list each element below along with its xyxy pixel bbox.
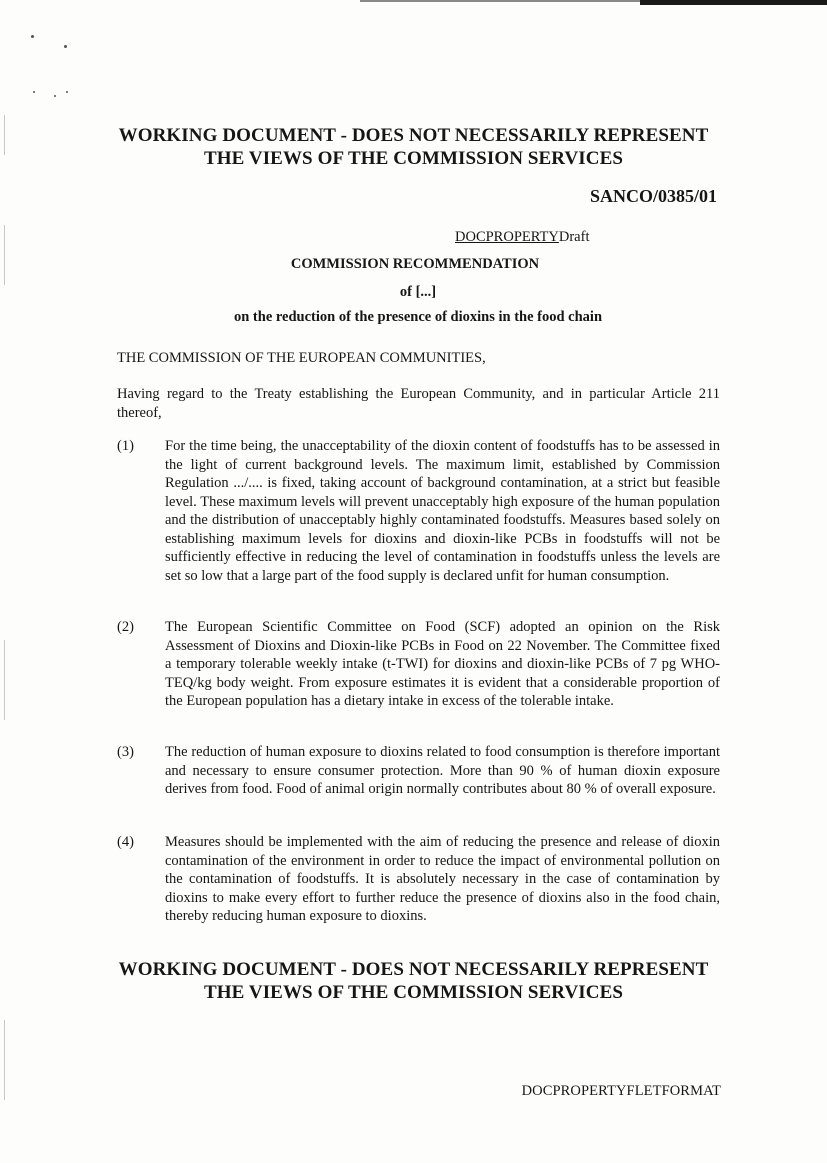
docproperty-field: DOCPROPERTY bbox=[455, 229, 559, 245]
recital-text: The reduction of human exposure to dioxins related to food consumption is therefore important and necessary to ensure consumer protection. More than 90 % of human dioxin exposure derives from food. Food of animal origin normally contributes about 80 % of overall exposure. bbox=[165, 744, 720, 797]
footer-docproperty: DOCPROPERTYFLETFORMAT bbox=[521, 1083, 721, 1099]
banner-line-2: THE VIEWS OF THE COMMISSION SERVICES bbox=[203, 148, 624, 169]
banner-line-1: WORKING DOCUMENT - DOES NOT NECESSARILY REPRESENT bbox=[118, 125, 709, 146]
scan-edge-line bbox=[4, 1020, 5, 1100]
recital-text: Measures should be implemented with the aim of reducing the presence and release of dioxin contamination of the environment in order to reduce the impact of environmental pollution on the contamination of foodstuffs. It is absolutely necessary in the case of contamination by dioxins to make every effort to further reduce the presence of dioxins also in the food chain, thereby reducing human exposure to dioxins. bbox=[165, 834, 720, 924]
scan-speck bbox=[33, 91, 35, 93]
scan-speck bbox=[66, 91, 68, 93]
banner-line-1: WORKING DOCUMENT - DOES NOT NECESSARILY REPRESENT bbox=[118, 959, 709, 980]
scan-speck bbox=[54, 95, 56, 97]
recital-text: The European Scientific Committee on Food (SCF) adopted an opinion on the Risk Assessment of Dioxins and Dioxin-like PCBs in Food on 22 November. The Committee fixed a temporary tolerable weekly intake (t-TWI) for dioxins and dioxin-like PCBs of 7 pg WHO-TEQ/kg body weight. From exposure estimates it is evident that a considerable proportion of the European population has a dietary intake in excess of the tolerable intake. bbox=[165, 619, 720, 709]
recital-number: (1) bbox=[117, 438, 134, 454]
scan-speck bbox=[64, 45, 67, 48]
recital-number: (2) bbox=[117, 619, 134, 635]
working-document-banner-top bbox=[0, 124, 827, 170]
document-type-title: COMMISSION RECOMMENDATION bbox=[290, 256, 540, 272]
having-regard-clause: Having regard to the Treaty establishing the European Community, and in particular Article 211 thereof, bbox=[117, 386, 720, 421]
document-subject: on the reduction of the presence of dioxins in the food chain bbox=[233, 309, 603, 325]
document-date: of [...] bbox=[399, 284, 437, 300]
docproperty-draft bbox=[455, 229, 589, 246]
working-document-banner-bottom bbox=[0, 958, 827, 1004]
scan-artifact-top-gray bbox=[360, 0, 640, 2]
scan-edge-line bbox=[4, 640, 5, 720]
recital-text: For the time being, the unacceptability of the dioxin content of foodstuffs has to be assessed in the light of current background levels. The maximum limit, established by Commission Regulation .../.... is fixed, taking account of background contamination, at a strict but feasible level. These maximum levels will prevent unacceptably high exposure of the human population and the distribution of unacceptably highly contaminated foodstuffs. Measures based solely on establishing maximum levels for dioxins and dioxin-like PCBs in foodstuffs will not be sufficiently effective in reducing the level of contamination in foodstuffs unless the levels are set so low that a large part of the food supply is declared unfit for human consumption. bbox=[165, 438, 720, 584]
docproperty-value: Draft bbox=[558, 229, 590, 245]
scan-speck bbox=[31, 35, 34, 38]
commission-preamble: THE COMMISSION OF THE EUROPEAN COMMUNITIES, bbox=[117, 350, 486, 366]
scan-artifact-top-black bbox=[640, 0, 827, 5]
banner-line-2: THE VIEWS OF THE COMMISSION SERVICES bbox=[203, 982, 624, 1003]
recital-number: (4) bbox=[117, 834, 134, 850]
recital-number: (3) bbox=[117, 744, 134, 760]
document-reference: SANCO/0385/01 bbox=[589, 186, 717, 206]
scan-edge-line bbox=[4, 225, 5, 285]
